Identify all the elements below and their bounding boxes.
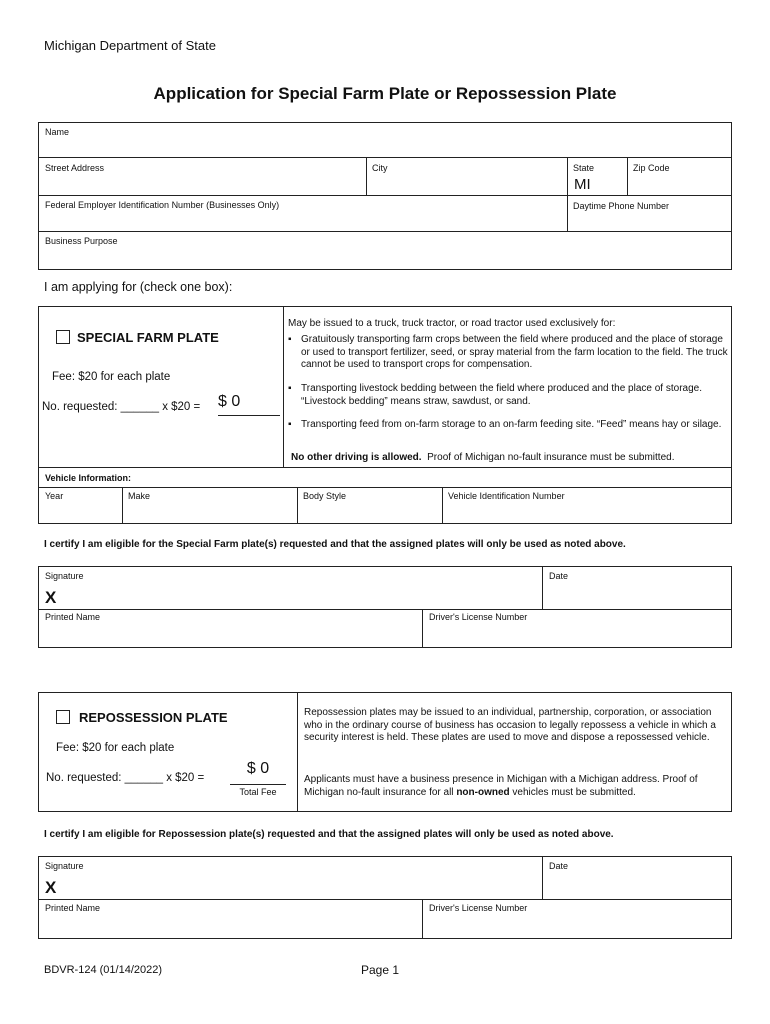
repo-printed-name-field[interactable] (45, 903, 100, 913)
repo-signature-label: Signature (45, 861, 84, 871)
farm-bullet-2: ▪ Transporting livestock bedding between the field where produced and the place of storage. “Livestock bedding” means straw, sawdust, or sand. (288, 383, 729, 408)
farm-bullet-1: ▪ Gratuitously transporting farm crops between the field where produced and the place of storage or used to transport fertilizer, seed, or spray material from the farm location to the field. The truck cannot be used to transport crops for compensation. (288, 334, 729, 372)
phone-field[interactable] (573, 201, 669, 211)
make-label: Make (128, 491, 151, 501)
state-field[interactable]: MI (574, 176, 591, 193)
farm-plate-heading: SPECIAL FARM PLATE (77, 330, 219, 345)
repo-certify-statement: I certify I am eligible for Repossession plate(s) requested and that the assigned plates will only be used as noted above. (44, 829, 614, 840)
applicant-info-box (38, 122, 732, 270)
city-label: City (372, 163, 388, 173)
farm-signature-field[interactable] (45, 571, 84, 581)
repo-total-field[interactable]: $ 0 (230, 760, 286, 785)
business-purpose-field[interactable] (45, 236, 118, 246)
farm-signature-x: X (45, 588, 57, 607)
fein-field[interactable] (45, 200, 279, 210)
year-label: Year (45, 491, 64, 501)
street-address-field[interactable] (45, 163, 104, 173)
farm-intro: May be issued to a truck, truck tractor, or road tractor used exclusively for: (288, 318, 616, 329)
farm-license-label: Driver's License Number (429, 612, 528, 622)
business-purpose-label: Business Purpose (45, 236, 118, 246)
agency-name: Michigan Department of State (44, 38, 216, 53)
repo-signature-field[interactable] (45, 861, 84, 871)
repo-signature-box (38, 856, 732, 939)
name-label: Name (45, 127, 70, 137)
form-id: BDVR-124 (01/14/2022) (44, 964, 163, 976)
vin-label: Vehicle Identification Number (448, 491, 565, 501)
repo-license-label: Driver's License Number (429, 903, 528, 913)
city-field[interactable] (372, 163, 388, 173)
farm-signature-box (38, 566, 732, 648)
name-field[interactable] (45, 127, 69, 137)
farm-license-field[interactable] (429, 612, 527, 622)
make-field[interactable] (128, 491, 150, 501)
repo-requirements-text: Applicants must have a business presence in Michigan with a Michigan address. Proof of Michigan no-fault insurance for all (304, 774, 698, 798)
farm-printed-name-label: Printed Name (45, 612, 101, 622)
repo-plate-section (38, 692, 732, 812)
fein-label: Federal Employer Identification Number (Businesses Only) (45, 200, 280, 210)
street-address-label: Street Address (45, 163, 105, 173)
farm-date-field[interactable] (549, 571, 568, 581)
repo-requirements-end: vehicles must be submitted. (509, 786, 636, 798)
vehicle-info-label: Vehicle Information: (45, 473, 132, 483)
applying-instruction: I am applying for (check one box): (44, 280, 233, 294)
phone-label: Daytime Phone Number (573, 201, 670, 211)
farm-total-field[interactable]: $ 0 (218, 393, 280, 416)
page-title: Application for Special Farm Plate or Repossession Plate (153, 84, 617, 103)
repo-signature-x: X (45, 878, 57, 897)
zip-code-field[interactable] (633, 163, 670, 173)
repo-date-label: Date (549, 861, 569, 871)
repo-date-field[interactable] (549, 861, 568, 871)
body-style-field[interactable] (303, 491, 346, 501)
farm-requested-label: No. requested: ______ x $20 = (42, 401, 201, 413)
body-style-label: Body Style (303, 491, 347, 501)
farm-printed-name-field[interactable] (45, 612, 100, 622)
farm-fee: Fee: $20 for each plate (52, 371, 171, 383)
repo-non-owned: non-owned (456, 786, 510, 798)
zip-code-label: Zip Code (633, 163, 670, 173)
farm-no-other-driving (291, 452, 731, 465)
farm-plate-checkbox[interactable] (56, 330, 70, 344)
year-field[interactable] (45, 491, 63, 501)
farm-date-label: Date (549, 571, 569, 581)
farm-bullet-3: ▪ Transporting feed from on-farm storage to an on-farm feeding site. “Feed” means hay or silage. (288, 419, 737, 432)
repo-fee: Fee: $20 for each plate (56, 742, 175, 754)
farm-certify-statement: I certify I am eligible for the Special Farm plate(s) requested and that the assigned plates will only be used as noted above. (44, 539, 626, 550)
repo-total-caption: Total Fee (239, 787, 277, 797)
repo-plate-heading: REPOSSESSION PLATE (79, 710, 228, 725)
farm-no-other-rest: Proof of Michigan no-fault insurance must be submitted. (427, 452, 675, 463)
repo-requirements (304, 774, 728, 799)
repo-requested-label: No. requested: ______ x $20 = (46, 772, 205, 784)
repo-license-field[interactable] (429, 903, 527, 913)
farm-no-other-bold: No other driving is allowed. (291, 452, 422, 463)
state-label: State (573, 163, 595, 173)
repo-plate-checkbox[interactable] (56, 710, 70, 724)
farm-plate-section (38, 306, 732, 524)
farm-signature-label: Signature (45, 571, 84, 581)
vin-field[interactable] (448, 491, 565, 501)
repo-printed-name-label: Printed Name (45, 903, 101, 913)
repo-description: Repossession plates may be issued to an individual, partnership, corporation, or association who in the ordinary course of business has occasion to legally repossess a vehicle in which a security interest is held. These plates are used to move and dispose a repossessed vehicle. (304, 707, 716, 743)
page-number: Page 1 (361, 963, 400, 977)
